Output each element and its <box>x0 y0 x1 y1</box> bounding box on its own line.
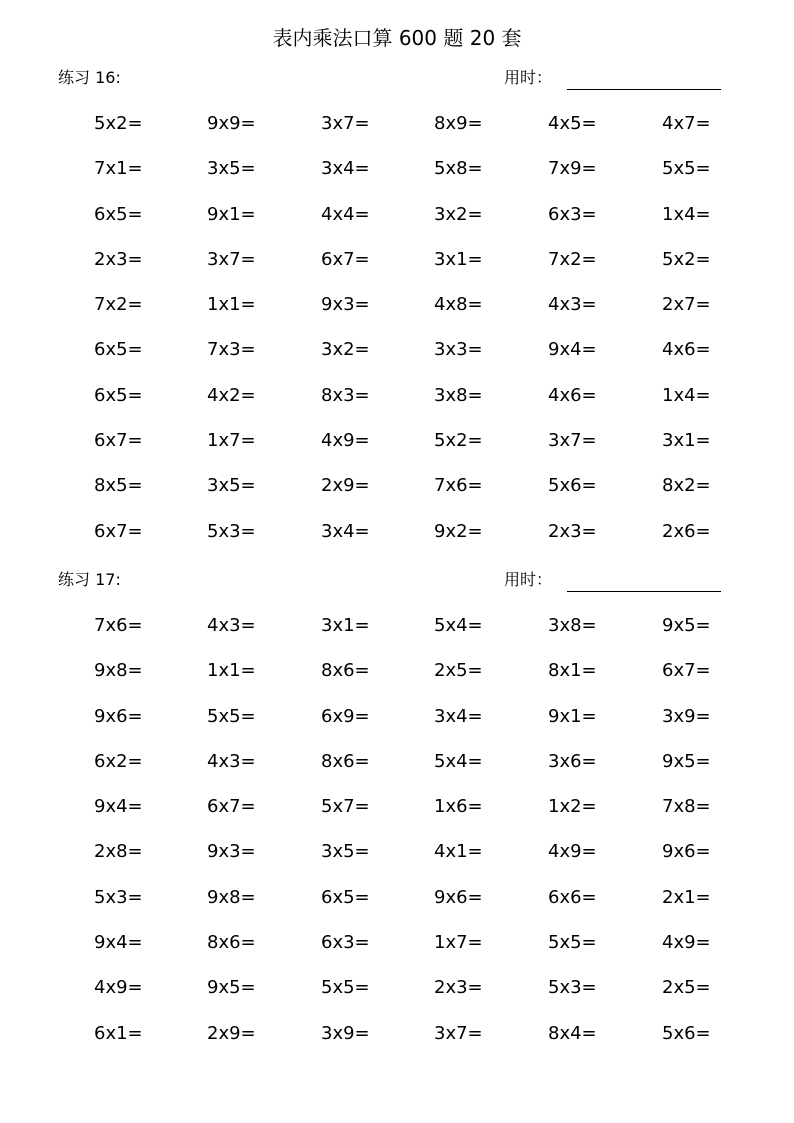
math-problem: 1x7= <box>207 430 256 452</box>
problem-row <box>0 932 794 977</box>
problem-row <box>0 977 794 1022</box>
math-problem: 2x5= <box>662 977 711 999</box>
time-answer-line <box>567 89 721 90</box>
math-problem: 5x3= <box>207 520 256 542</box>
math-problem: 1x4= <box>662 384 711 406</box>
math-problem: 4x6= <box>548 384 597 406</box>
math-problem: 3x1= <box>434 248 483 270</box>
math-problem: 7x2= <box>548 248 597 270</box>
exercise-label: 练习 17: <box>58 570 121 589</box>
math-problem: 3x9= <box>662 705 711 727</box>
time-label: 用时： <box>504 68 553 87</box>
math-problem: 8x6= <box>207 932 256 954</box>
math-problem: 2x8= <box>94 841 143 863</box>
math-problem: 7x2= <box>94 294 143 316</box>
math-problem: 9x9= <box>207 113 256 134</box>
exercise-set-17 <box>0 566 794 1044</box>
math-problem: 2x9= <box>321 475 370 497</box>
math-problem: 4x1= <box>434 841 483 863</box>
math-problem: 5x2= <box>94 113 143 134</box>
math-problem: 4x9= <box>548 841 597 863</box>
math-problem: 1x6= <box>434 796 483 818</box>
problem-row <box>0 113 794 158</box>
math-problem: 9x2= <box>434 520 483 542</box>
math-problem: 3x5= <box>207 475 256 497</box>
exercise-set-16 <box>0 64 794 542</box>
math-problem: 4x5= <box>548 113 597 134</box>
math-problem: 2x3= <box>548 520 597 542</box>
problem-row <box>0 796 794 841</box>
math-problem: 9x5= <box>662 750 711 772</box>
math-problem: 5x5= <box>548 932 597 954</box>
math-problem: 9x8= <box>94 660 143 682</box>
math-problem: 9x4= <box>94 796 143 818</box>
math-problem: 3x1= <box>662 430 711 452</box>
math-problem: 3x5= <box>207 158 256 180</box>
math-problem: 9x1= <box>207 203 256 225</box>
math-problem: 3x9= <box>321 1022 370 1044</box>
problem-row <box>0 385 794 430</box>
math-problem: 9x5= <box>207 977 256 999</box>
math-problem: 9x6= <box>434 886 483 908</box>
math-problem: 3x7= <box>434 1022 483 1044</box>
exercise-label: 练习 16: <box>58 68 121 87</box>
math-problem: 4x4= <box>321 203 370 225</box>
math-problem: 8x5= <box>94 475 143 497</box>
math-problem: 8x3= <box>321 384 370 406</box>
time-answer-line <box>567 591 721 592</box>
math-problem: 8x6= <box>321 750 370 772</box>
math-problem: 8x6= <box>321 660 370 682</box>
problem-row <box>0 660 794 705</box>
math-problem: 6x7= <box>94 430 143 452</box>
math-problem: 5x2= <box>434 430 483 452</box>
math-problem: 3x2= <box>434 203 483 225</box>
problem-grid <box>0 615 794 1068</box>
math-problem: 1x7= <box>434 932 483 954</box>
math-problem: 4x6= <box>662 339 711 361</box>
math-problem: 4x3= <box>548 294 597 316</box>
math-problem: 3x4= <box>321 158 370 180</box>
math-problem: 8x9= <box>434 113 483 134</box>
math-problem: 3x6= <box>548 750 597 772</box>
math-problem: 3x4= <box>434 705 483 727</box>
math-problem: 4x2= <box>207 384 256 406</box>
problem-row <box>0 204 794 249</box>
math-problem: 3x3= <box>434 339 483 361</box>
math-problem: 9x3= <box>207 841 256 863</box>
math-problem: 1x4= <box>662 203 711 225</box>
math-problem: 9x4= <box>94 932 143 954</box>
math-problem: 5x3= <box>548 977 597 999</box>
math-problem: 5x8= <box>434 158 483 180</box>
math-problem: 6x3= <box>548 203 597 225</box>
math-problem: 8x4= <box>548 1022 597 1044</box>
problem-row <box>0 339 794 384</box>
math-problem: 5x5= <box>662 158 711 180</box>
page-title: 表内乘法口算 600 题 20 套 <box>272 26 522 50</box>
problem-row <box>0 475 794 520</box>
math-problem: 8x2= <box>662 475 711 497</box>
math-problem: 2x9= <box>207 1022 256 1044</box>
math-problem: 5x5= <box>207 705 256 727</box>
problem-row <box>0 751 794 796</box>
math-problem: 6x5= <box>94 384 143 406</box>
exercise-header <box>0 64 794 94</box>
math-problem: 5x5= <box>321 977 370 999</box>
math-problem: 4x8= <box>434 294 483 316</box>
exercise-header <box>0 566 794 596</box>
problem-row <box>0 249 794 294</box>
math-problem: 6x3= <box>321 932 370 954</box>
time-label: 用时： <box>504 570 553 589</box>
math-problem: 4x9= <box>321 430 370 452</box>
math-problem: 9x3= <box>321 294 370 316</box>
math-problem: 5x4= <box>434 750 483 772</box>
math-problem: 2x7= <box>662 294 711 316</box>
math-problem: 3x7= <box>321 113 370 134</box>
math-problem: 4x9= <box>94 977 143 999</box>
math-problem: 5x4= <box>434 615 483 636</box>
math-problem: 4x9= <box>662 932 711 954</box>
math-problem: 6x2= <box>94 750 143 772</box>
math-problem: 3x7= <box>207 248 256 270</box>
problem-row <box>0 1023 794 1068</box>
math-problem: 6x5= <box>94 203 143 225</box>
math-problem: 9x4= <box>548 339 597 361</box>
math-problem: 2x6= <box>662 520 711 542</box>
math-problem: 5x3= <box>94 886 143 908</box>
problem-row <box>0 521 794 566</box>
problem-row <box>0 430 794 475</box>
math-problem: 2x3= <box>94 248 143 270</box>
math-problem: 3x1= <box>321 615 370 636</box>
math-problem: 7x9= <box>548 158 597 180</box>
problem-row <box>0 158 794 203</box>
math-problem: 5x7= <box>321 796 370 818</box>
math-problem: 7x8= <box>662 796 711 818</box>
math-problem: 6x1= <box>94 1022 143 1044</box>
math-problem: 1x1= <box>207 294 256 316</box>
problem-row <box>0 841 794 886</box>
problem-grid <box>0 113 794 566</box>
math-problem: 2x1= <box>662 886 711 908</box>
math-problem: 6x5= <box>321 886 370 908</box>
math-problem: 9x1= <box>548 705 597 727</box>
math-problem: 3x4= <box>321 520 370 542</box>
problem-row <box>0 887 794 932</box>
math-problem: 8x1= <box>548 660 597 682</box>
problem-row <box>0 294 794 339</box>
math-problem: 3x5= <box>321 841 370 863</box>
math-problem: 4x3= <box>207 750 256 772</box>
math-problem: 9x5= <box>662 615 711 636</box>
math-problem: 4x3= <box>207 615 256 636</box>
math-problem: 7x6= <box>94 615 143 636</box>
math-problem: 7x6= <box>434 475 483 497</box>
math-problem: 5x6= <box>548 475 597 497</box>
math-problem: 3x7= <box>548 430 597 452</box>
math-problem: 2x5= <box>434 660 483 682</box>
math-problem: 3x8= <box>434 384 483 406</box>
problem-row <box>0 706 794 751</box>
math-problem: 1x1= <box>207 660 256 682</box>
math-problem: 6x9= <box>321 705 370 727</box>
math-problem: 6x7= <box>207 796 256 818</box>
math-problem: 7x3= <box>207 339 256 361</box>
math-problem: 5x2= <box>662 248 711 270</box>
math-problem: 4x7= <box>662 113 711 134</box>
math-problem: 5x6= <box>662 1022 711 1044</box>
problem-row <box>0 615 794 660</box>
math-problem: 9x6= <box>94 705 143 727</box>
math-problem: 6x5= <box>94 339 143 361</box>
math-problem: 6x7= <box>94 520 143 542</box>
math-problem: 3x8= <box>548 615 597 636</box>
math-problem: 7x1= <box>94 158 143 180</box>
math-problem: 6x7= <box>321 248 370 270</box>
math-problem: 3x2= <box>321 339 370 361</box>
math-problem: 1x2= <box>548 796 597 818</box>
math-problem: 9x8= <box>207 886 256 908</box>
math-problem: 6x7= <box>662 660 711 682</box>
math-problem: 9x6= <box>662 841 711 863</box>
math-problem: 2x3= <box>434 977 483 999</box>
math-problem: 6x6= <box>548 886 597 908</box>
